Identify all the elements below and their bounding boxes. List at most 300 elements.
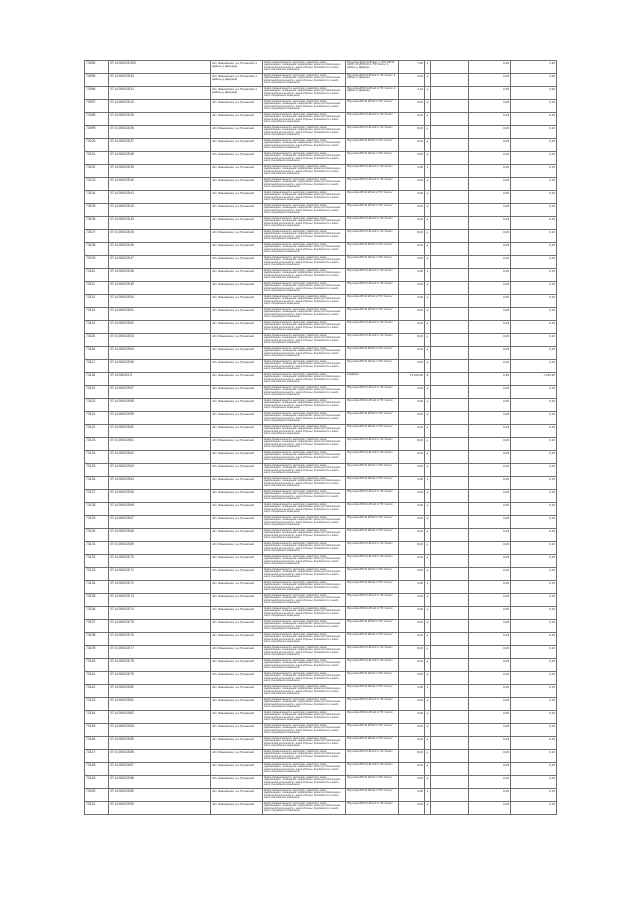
table-row bbox=[85, 87, 557, 100]
row-id: 73095 bbox=[85, 74, 109, 87]
blank-cell bbox=[431, 568, 469, 581]
row-id: 73115 bbox=[85, 334, 109, 347]
permitted-use: Под опоры ВЛ-10 кВ №4 от ПС 'Сеготь' bbox=[346, 581, 399, 594]
unit: д bbox=[425, 308, 431, 321]
blank-cell bbox=[431, 581, 469, 594]
table-row bbox=[85, 139, 557, 152]
row-id: 73099 bbox=[85, 126, 109, 139]
permitted-use: Под опоры ВЛ-0,4 кВ №2 от ПС 'Сеготь' bbox=[346, 711, 399, 724]
location: обл. Ивановская, р-н Пучежский bbox=[211, 243, 263, 256]
land-category: Земли промышленности, энергетики, транспорта, связи, радиовещания, телевидения, информатики, земли для обеспечения космической деятельности, земли обороны, безопасности и земли иного специального назначения bbox=[263, 750, 346, 763]
location: обл. Ивановская, р-н Пучежский bbox=[211, 113, 263, 126]
sum-value: 0,15 bbox=[511, 516, 557, 529]
location: обл. Ивановская, р-н Пучежский bbox=[211, 308, 263, 321]
unit: д bbox=[425, 594, 431, 607]
permitted-use: Под опоры ВЛ-0,4 кВ №4 от ПС 'Сеготь' в районе д. Дворищи bbox=[346, 74, 399, 87]
cadastral-number: 37:14:000425:47 bbox=[109, 256, 211, 269]
cadastral-number: 37:14:000425:60 bbox=[109, 425, 211, 438]
area-value: 0,00 bbox=[399, 555, 425, 568]
row-id: 73134 bbox=[85, 581, 109, 594]
land-category: Земли промышленности, энергетики, транспорта, связи, радиовещания, телевидения, информатики, земли для обеспечения космической деятельности, земли обороны, безопасности и земли иного специального назначения bbox=[263, 516, 346, 529]
land-category: Земли промышленности, энергетики, транспорта, связи, радиовещания, телевидения, информатики, земли для обеспечения космической деятельности, земли обороны, безопасности и земли иного специального назначения bbox=[263, 61, 346, 74]
cadastral-number: 37:14:040301:5 bbox=[109, 373, 211, 386]
sum-value: 0,15 bbox=[511, 334, 557, 347]
rate-value: 0,00 bbox=[469, 243, 511, 256]
row-id: 73132 bbox=[85, 555, 109, 568]
location: обл. Ивановская, р-н Пучежский bbox=[211, 373, 263, 386]
location: обл. Ивановская, р-н Пучежский bbox=[211, 698, 263, 711]
rate-value: 0,00 bbox=[469, 152, 511, 165]
blank-cell bbox=[431, 399, 469, 412]
cadastral-number: 37:14:000425:74 bbox=[109, 607, 211, 620]
land-category: Земли промышленности, энергетики, транспорта, связи, радиовещания, телевидения, информатики, земли для обеспечения космической деятельности, земли обороны, безопасности и земли иного специального назначения bbox=[263, 113, 346, 126]
rate-value: 0,00 bbox=[469, 633, 511, 646]
blank-cell bbox=[431, 412, 469, 425]
blank-cell bbox=[431, 646, 469, 659]
permitted-use: Под опоры ВЛ-10 кВ №4 от ПС 'Сеготь' bbox=[346, 256, 399, 269]
unit: д bbox=[425, 425, 431, 438]
cadastral-number: 37:14:000425:48 bbox=[109, 269, 211, 282]
rate-value: 0,00 bbox=[469, 438, 511, 451]
row-id: 73136 bbox=[85, 607, 109, 620]
permitted-use: Под опоры ВЛ-10 кВ №3 от ПС 'Сеготь' bbox=[346, 243, 399, 256]
land-category: Земли промышленности, энергетики, транспорта, связи, радиовещания, телевидения, информатики, земли для обеспечения космической деятельности, земли обороны, безопасности и земли иного специального назначения bbox=[263, 672, 346, 685]
sum-value: 0,15 bbox=[511, 256, 557, 269]
location: обл. Ивановская, р-н Пучежский bbox=[211, 529, 263, 542]
cadastral-number: 37:14:000425:75 bbox=[109, 620, 211, 633]
area-value: 0,00 bbox=[399, 230, 425, 243]
land-category: Земли промышленности, энергетики, транспорта, связи, радиовещания, телевидения, информатики, земли для обеспечения космической деятельности, земли обороны, безопасности и земли иного специального назначения bbox=[263, 360, 346, 373]
table-row bbox=[85, 633, 557, 646]
unit: д bbox=[425, 139, 431, 152]
table-row bbox=[85, 113, 557, 126]
unit: Д bbox=[425, 373, 431, 386]
cadastral-number: 37:14:000425:37 bbox=[109, 139, 211, 152]
rate-value: 0,00 bbox=[469, 165, 511, 178]
blank-cell bbox=[431, 724, 469, 737]
permitted-use: Под опоры ВЛ-10 кВ №3 от ПС 'Сеготь' bbox=[346, 672, 399, 685]
location: обл. Ивановская, р-н Пучежский bbox=[211, 607, 263, 620]
cadastral-number: 37:14:000425:78 bbox=[109, 659, 211, 672]
area-value: 0,00 bbox=[399, 724, 425, 737]
rate-value: 0,00 bbox=[469, 178, 511, 191]
area-value: 0,00 bbox=[399, 529, 425, 542]
sum-value: 0,15 bbox=[511, 295, 557, 308]
table-row bbox=[85, 620, 557, 633]
area-value: 0,00 bbox=[399, 334, 425, 347]
row-id: 73113 bbox=[85, 308, 109, 321]
permitted-use: Под опоры ВЛ-10 кВ №3 от ПС 'Сеготь' bbox=[346, 724, 399, 737]
sum-value: 0,15 bbox=[511, 568, 557, 581]
sum-value: 1,96 bbox=[511, 61, 557, 74]
location: обл. Ивановская, р-н Пучежский bbox=[211, 295, 263, 308]
rate-value: 0,00 bbox=[469, 737, 511, 750]
unit: д bbox=[425, 100, 431, 113]
unit: д bbox=[425, 282, 431, 295]
rate-value: 0,45 bbox=[469, 87, 511, 100]
unit: д bbox=[425, 204, 431, 217]
area-value: 0,00 bbox=[399, 100, 425, 113]
cadastral-number: 37:14:000425:40 bbox=[109, 178, 211, 191]
cadastral-number: 37:14:000425:59 bbox=[109, 412, 211, 425]
table-row bbox=[85, 126, 557, 139]
row-id: 73135 bbox=[85, 594, 109, 607]
sum-value: 0,15 bbox=[511, 659, 557, 672]
sum-value: 1 105,96 bbox=[511, 373, 557, 386]
blank-cell bbox=[431, 113, 469, 126]
land-category: Земли промышленности, энергетики, транспорта, связи, радиовещания, телевидения, информатики, земли для обеспечения космической деятельности, земли обороны, безопасности и земли иного специального назначения bbox=[263, 451, 346, 464]
sum-value: 0,15 bbox=[511, 100, 557, 113]
permitted-use: Под опоры ВЛ-0,4 кВ №1 от ПС 'Сеготь' bbox=[346, 386, 399, 399]
land-category: Земли промышленности, энергетики, транспорта, связи, радиовещания, телевидения, информатики, земли для обеспечения космической деятельности, земли обороны, безопасности и земли иного специального назначения bbox=[263, 490, 346, 503]
location: обл. Ивановская, р-н Пучежский bbox=[211, 477, 263, 490]
land-category: Земли промышленности, энергетики, транспорта, связи, радиовещания, телевидения, информатики, земли для обеспечения космической деятельности, земли обороны, безопасности и земли иного специального назначения bbox=[263, 74, 346, 87]
cadastral-number: 37:14:000425:69 bbox=[109, 542, 211, 555]
rate-value: 0,00 bbox=[469, 789, 511, 802]
location: обл. Ивановская, р-н Пучежский bbox=[211, 191, 263, 204]
table-row bbox=[85, 269, 557, 282]
row-id: 73112 bbox=[85, 295, 109, 308]
table-row bbox=[85, 321, 557, 334]
unit: д bbox=[425, 529, 431, 542]
unit: д bbox=[425, 412, 431, 425]
permitted-use: Под опоры ВЛ-10 кВ №4 от ПС 'Сеготь' bbox=[346, 152, 399, 165]
unit: д bbox=[425, 737, 431, 750]
location: обл. Ивановская, р-н Пучежский bbox=[211, 464, 263, 477]
location: обл. Ивановская, р-н Пучежский bbox=[211, 789, 263, 802]
area-value: 0,00 bbox=[399, 646, 425, 659]
table-row bbox=[85, 308, 557, 321]
permitted-use: Под опоры ВЛ-10 кВ №3 от ПС 'Сеготь' bbox=[346, 776, 399, 789]
blank-cell bbox=[431, 477, 469, 490]
sum-value: 0,15 bbox=[511, 776, 557, 789]
cadastral-number: 37:14:000425:41 bbox=[109, 191, 211, 204]
unit: д bbox=[425, 152, 431, 165]
sum-value: 0,15 bbox=[511, 399, 557, 412]
area-value: 0,00 bbox=[399, 672, 425, 685]
blank-cell bbox=[431, 503, 469, 516]
row-id: 73102 bbox=[85, 165, 109, 178]
land-category: Земли промышленности, энергетики, транспорта, связи, радиовещания, телевидения, информатики, земли для обеспечения космической деятельности, земли обороны, безопасности и земли иного специального назначения bbox=[263, 204, 346, 217]
blank-cell bbox=[431, 711, 469, 724]
permitted-use: Под опоры ВЛ-10 кВ №4 от ПС 'Сеготь' bbox=[346, 685, 399, 698]
area-value: 0,00 bbox=[399, 360, 425, 373]
area-value: 0,00 bbox=[399, 802, 425, 815]
permitted-use: Под опоры ВЛ-0,4 кВ №2 от ПС 'Сеготь' bbox=[346, 399, 399, 412]
row-id: 73142 bbox=[85, 685, 109, 698]
rate-value: 0,00 bbox=[469, 464, 511, 477]
unit: д bbox=[425, 438, 431, 451]
blank-cell bbox=[431, 451, 469, 464]
location: обл. Ивановская, р-н Пучежский bbox=[211, 776, 263, 789]
location: обл. Ивановская, р-н Пучежский bbox=[211, 282, 263, 295]
land-category: Земли промышленности, энергетики, транспорта, связи, радиовещания, телевидения, информатики, земли для обеспечения космической деятельности, земли обороны, безопасности и земли иного специального назначения bbox=[263, 776, 346, 789]
unit: д bbox=[425, 672, 431, 685]
row-id: 73111 bbox=[85, 282, 109, 295]
blank-cell bbox=[431, 685, 469, 698]
land-category: Земли промышленности, энергетики, транспорта, связи, радиовещания, телевидения, информатики, земли для обеспечения космической деятельности, земли обороны, безопасности и земли иного специального назначения bbox=[263, 230, 346, 243]
permitted-use: Под опоры ВЛ-10 кВ №4 от ПС 'Сеготь' bbox=[346, 204, 399, 217]
area-value: 4,10 bbox=[399, 87, 425, 100]
row-id: 73104 bbox=[85, 191, 109, 204]
blank-cell bbox=[431, 607, 469, 620]
location: обл. Ивановская, р-н Пучежский bbox=[211, 100, 263, 113]
sum-value: 0,15 bbox=[511, 152, 557, 165]
area-value: 0,00 bbox=[399, 165, 425, 178]
cadastral-number: 37:14:000425:50 bbox=[109, 295, 211, 308]
permitted-use: Под опоры ВЛ-0,4 кВ №1 от ПС 'Сеготь' bbox=[346, 646, 399, 659]
location: обл. Ивановская, р-н Пучежский bbox=[211, 685, 263, 698]
permitted-use: Под опоры ВЛ-0,4 кВ №1 от ПС 'Сеготь' bbox=[346, 321, 399, 334]
cadastral-number: 37:14:000425:52 bbox=[109, 321, 211, 334]
area-value: 0,00 bbox=[399, 711, 425, 724]
permitted-use: Под опоры ВЛ-10 кВ №3 от ПС 'Сеготь' bbox=[346, 516, 399, 529]
land-category: Земли промышленности, энергетики, транспорта, связи, радиовещания, телевидения, информатики, земли для обеспечения космической деятельности, земли обороны, безопасности и земли иного специального назначения bbox=[263, 724, 346, 737]
blank-cell bbox=[431, 802, 469, 815]
unit: д bbox=[425, 776, 431, 789]
table-row bbox=[85, 230, 557, 243]
permitted-use: Под опоры ВЛ-0,4 кВ №1 от ПС 'Сеготь' bbox=[346, 542, 399, 555]
sum-value: 0,15 bbox=[511, 386, 557, 399]
table-row bbox=[85, 503, 557, 516]
area-value: 0,00 bbox=[399, 152, 425, 165]
location: обл. Ивановская, р-н Пучежский bbox=[211, 672, 263, 685]
unit: д bbox=[425, 451, 431, 464]
area-value: 0,00 bbox=[399, 412, 425, 425]
location: обл. Ивановская, р-н Пучежский bbox=[211, 412, 263, 425]
blank-cell bbox=[431, 620, 469, 633]
row-id: 73140 bbox=[85, 659, 109, 672]
sum-value: 1,96 bbox=[511, 74, 557, 87]
unit: д bbox=[425, 789, 431, 802]
location: обл. Ивановская, р-н Пучежский bbox=[211, 763, 263, 776]
area-value: 0,00 bbox=[399, 139, 425, 152]
blank-cell bbox=[431, 542, 469, 555]
row-id: 73106 bbox=[85, 217, 109, 230]
cadastral-number: 37:14:000425:46 bbox=[109, 243, 211, 256]
cadastral-number: 37:14:000425:89 bbox=[109, 789, 211, 802]
land-category: Земли промышленности, энергетики, транспорта, связи, радиовещания, телевидения, информатики, земли для обеспечения космической деятельности, земли обороны, безопасности и земли иного специального назначения bbox=[263, 503, 346, 516]
blank-cell bbox=[431, 737, 469, 750]
row-id: 73122 bbox=[85, 425, 109, 438]
land-category: Земли промышленности, энергетики, транспорта, связи, радиовещания, телевидения, информатики, земли для обеспечения космической деятельности, земли обороны, безопасности и земли иного специального назначения bbox=[263, 321, 346, 334]
permitted-use: Под опоры ВЛ-0,4 кВ №2 от ПС 'Сеготь' bbox=[346, 451, 399, 464]
area-value: 0,00 bbox=[399, 789, 425, 802]
unit: д bbox=[425, 126, 431, 139]
cadastral-number: 37:14:000425:88 bbox=[109, 776, 211, 789]
rate-value: 0,00 bbox=[469, 269, 511, 282]
permitted-use: Под опоры ВЛ-10 кВ №4 от ПС 'Сеготь' bbox=[346, 308, 399, 321]
permitted-use: Под опоры ВЛ-10 кВ №4 от ПС 'Сеготь' bbox=[346, 737, 399, 750]
blank-cell bbox=[431, 295, 469, 308]
cadastral-number: 37:14:000425:54 bbox=[109, 347, 211, 360]
rate-value: 0,00 bbox=[469, 412, 511, 425]
location: обл. Ивановская, р-н Пучежский bbox=[211, 646, 263, 659]
rate-value: 0,00 bbox=[469, 386, 511, 399]
permitted-use: Под опоры ВЛ-10 кВ №3 от ПС 'Сеготь' bbox=[346, 347, 399, 360]
unit: д bbox=[425, 763, 431, 776]
rate-value: 0,00 bbox=[469, 477, 511, 490]
land-category: Земли промышленности, энергетики, транспорта, связи, радиовещания, телевидения, информатики, земли для обеспечения космической деятельности, земли обороны, безопасности и земли иного специального назначения bbox=[263, 87, 346, 100]
location: обл. Ивановская, р-н Пучежский bbox=[211, 217, 263, 230]
cadastral-number: 37:14:000425:10 bbox=[109, 100, 211, 113]
unit: д bbox=[425, 477, 431, 490]
rate-value: 0,00 bbox=[469, 334, 511, 347]
cadastral-number: 37:14:000425:34 bbox=[109, 74, 211, 87]
row-id: 73129 bbox=[85, 516, 109, 529]
land-category: Земли промышленности, энергетики, транспорта, связи, радиовещания, телевидения, информатики, земли для обеспечения космической деятельности, земли обороны, безопасности и земли иного специального назначения bbox=[263, 425, 346, 438]
area-value: 0,00 bbox=[399, 568, 425, 581]
rate-value: 0,00 bbox=[469, 659, 511, 672]
blank-cell bbox=[431, 347, 469, 360]
area-value: 0,00 bbox=[399, 295, 425, 308]
unit: д bbox=[425, 191, 431, 204]
cadastral-number: 37:14:000425:62 bbox=[109, 451, 211, 464]
table-row bbox=[85, 711, 557, 724]
rate-value: 0,00 bbox=[469, 646, 511, 659]
blank-cell bbox=[431, 633, 469, 646]
area-value: 0,00 bbox=[399, 282, 425, 295]
sum-value: 1,96 bbox=[511, 87, 557, 100]
blank-cell bbox=[431, 165, 469, 178]
sum-value: 0,15 bbox=[511, 529, 557, 542]
sum-value: 0,15 bbox=[511, 139, 557, 152]
unit: д bbox=[425, 750, 431, 763]
rate-value: 0,00 bbox=[469, 399, 511, 412]
area-value: 0,00 bbox=[399, 399, 425, 412]
table-row bbox=[85, 425, 557, 438]
unit: д bbox=[425, 555, 431, 568]
cadastral-number: 37:14:000425:35 bbox=[109, 113, 211, 126]
row-id: 73128 bbox=[85, 503, 109, 516]
permitted-use: Под опоры ВЛ-10 кВ №4 от ПС 'Сеготь' bbox=[346, 360, 399, 373]
rate-value: 0,00 bbox=[469, 139, 511, 152]
permitted-use: Под опоры ВЛ-0,4 кВ №1 от ПС 'Сеготь' bbox=[346, 802, 399, 815]
cadastral-number: 37:14:000425:77 bbox=[109, 646, 211, 659]
location: обл. Ивановская, р-н Пучежский, в районе д. Дворищи bbox=[211, 61, 263, 74]
row-id: 73103 bbox=[85, 178, 109, 191]
sum-value: 0,15 bbox=[511, 685, 557, 698]
rate-value: 0,00 bbox=[469, 360, 511, 373]
row-id: 73151 bbox=[85, 802, 109, 815]
sum-value: 0,15 bbox=[511, 477, 557, 490]
table-row bbox=[85, 438, 557, 451]
location: обл. Ивановская, р-н Пучежский bbox=[211, 321, 263, 334]
blank-cell bbox=[431, 191, 469, 204]
rate-value: 0,00 bbox=[469, 529, 511, 542]
sum-value: 0,15 bbox=[511, 633, 557, 646]
row-id: 73125 bbox=[85, 464, 109, 477]
table-row bbox=[85, 750, 557, 763]
row-id: 73109 bbox=[85, 256, 109, 269]
cadastral-number: 37:14:000425:51 bbox=[109, 308, 211, 321]
blank-cell bbox=[431, 126, 469, 139]
rate-value: 0,00 bbox=[469, 113, 511, 126]
sum-value: 0,15 bbox=[511, 204, 557, 217]
row-id: 73148 bbox=[85, 763, 109, 776]
table-row bbox=[85, 542, 557, 555]
cadastral-number: 37:14:000425:68 bbox=[109, 529, 211, 542]
area-value: 0,00 bbox=[399, 191, 425, 204]
cadastral-number: 37:14:000425:61 bbox=[109, 438, 211, 451]
land-category: Земли промышленности, энергетики, транспорта, связи, радиовещания, телевидения, информатики, земли для обеспечения космической деятельности, земли обороны, безопасности и земли иного специального назначения bbox=[263, 685, 346, 698]
location: обл. Ивановская, р-н Пучежский bbox=[211, 503, 263, 516]
rate-value: 0,00 bbox=[469, 308, 511, 321]
rate-value: 0,00 bbox=[469, 555, 511, 568]
permitted-use: Под опоры ВЛ-0,4 кВ №1 от ПС 'Сеготь' bbox=[346, 594, 399, 607]
cadastral-number: 37:14:000425:76 bbox=[109, 633, 211, 646]
area-value: 0,00 bbox=[399, 321, 425, 334]
unit: д bbox=[425, 217, 431, 230]
blank-cell bbox=[431, 217, 469, 230]
location: обл. Ивановская, р-н Пучежский bbox=[211, 425, 263, 438]
rate-value: 0,00 bbox=[469, 620, 511, 633]
area-value: 0,00 bbox=[399, 737, 425, 750]
cadastral-number: 37:14:000425:72 bbox=[109, 581, 211, 594]
location: обл. Ивановская, р-н Пучежский bbox=[211, 659, 263, 672]
cadastral-number: 37:14:000425:45 bbox=[109, 230, 211, 243]
area-value: 0,00 bbox=[399, 607, 425, 620]
area-value: 0,00 bbox=[399, 269, 425, 282]
row-id: 73120 bbox=[85, 399, 109, 412]
sum-value: 0,15 bbox=[511, 243, 557, 256]
land-category: Земли промышленности, энергетики, транспорта, связи, радиовещания, телевидения, информатики, земли для обеспечения космической деятельности, земли обороны, безопасности и земли иного специального назначения bbox=[263, 789, 346, 802]
blank-cell bbox=[431, 61, 469, 74]
area-value: 0,00 bbox=[399, 516, 425, 529]
rate-value: 0,00 bbox=[469, 750, 511, 763]
location: обл. Ивановская, р-н Пучежский bbox=[211, 594, 263, 607]
location: обл. Ивановская, р-н Пучежский bbox=[211, 581, 263, 594]
area-value: 0,00 bbox=[399, 243, 425, 256]
row-id: 73144 bbox=[85, 711, 109, 724]
land-category: Земли промышленности, энергетики, транспорта, связи, радиовещания, телевидения, информатики, земли для обеспечения космической деятельности, земли обороны, безопасности и земли иного специального назначения bbox=[263, 399, 346, 412]
blank-cell bbox=[431, 256, 469, 269]
rate-value: 0,00 bbox=[469, 100, 511, 113]
table-row bbox=[85, 464, 557, 477]
area-value: 0,00 bbox=[399, 74, 425, 87]
unit: д bbox=[425, 581, 431, 594]
unit: д bbox=[425, 386, 431, 399]
unit: д bbox=[425, 399, 431, 412]
location: обл. Ивановская, р-н Пучежский bbox=[211, 490, 263, 503]
permitted-use: Под опоры ВЛ-10 кВ №4 от ПС 'Сеготь' bbox=[346, 633, 399, 646]
area-value: 0,00 bbox=[399, 542, 425, 555]
unit: д bbox=[425, 542, 431, 555]
row-id: 73127 bbox=[85, 490, 109, 503]
land-category: Земли промышленности, энергетики, транспорта, связи, радиовещания, телевидения, информатики, земли для обеспечения космической деятельности, земли обороны, безопасности и земли иного специального назначения bbox=[263, 100, 346, 113]
sum-value: 0,15 bbox=[511, 321, 557, 334]
location: обл. Ивановская, р-н Пучежский bbox=[211, 347, 263, 360]
rate-value: 0,00 bbox=[469, 542, 511, 555]
unit: д bbox=[425, 685, 431, 698]
row-id: 73116 bbox=[85, 347, 109, 360]
location: обл. Ивановская, р-н Пучежский bbox=[211, 451, 263, 464]
table-row bbox=[85, 555, 557, 568]
unit: д bbox=[425, 503, 431, 516]
blank-cell bbox=[431, 360, 469, 373]
sum-value: 0,15 bbox=[511, 282, 557, 295]
row-id: 73143 bbox=[85, 698, 109, 711]
permitted-use: Под опоры ВЛ-10 кВ №3 от ПС 'Сеготь' bbox=[346, 464, 399, 477]
row-id: 73145 bbox=[85, 724, 109, 737]
location: обл. Ивановская, р-н Пучежский bbox=[211, 256, 263, 269]
unit: д bbox=[425, 74, 431, 87]
table-row bbox=[85, 191, 557, 204]
location: обл. Ивановская, р-н Пучежский bbox=[211, 360, 263, 373]
table-row bbox=[85, 386, 557, 399]
unit: д bbox=[425, 165, 431, 178]
cadastral-number: 37:14:000425:63 bbox=[109, 464, 211, 477]
